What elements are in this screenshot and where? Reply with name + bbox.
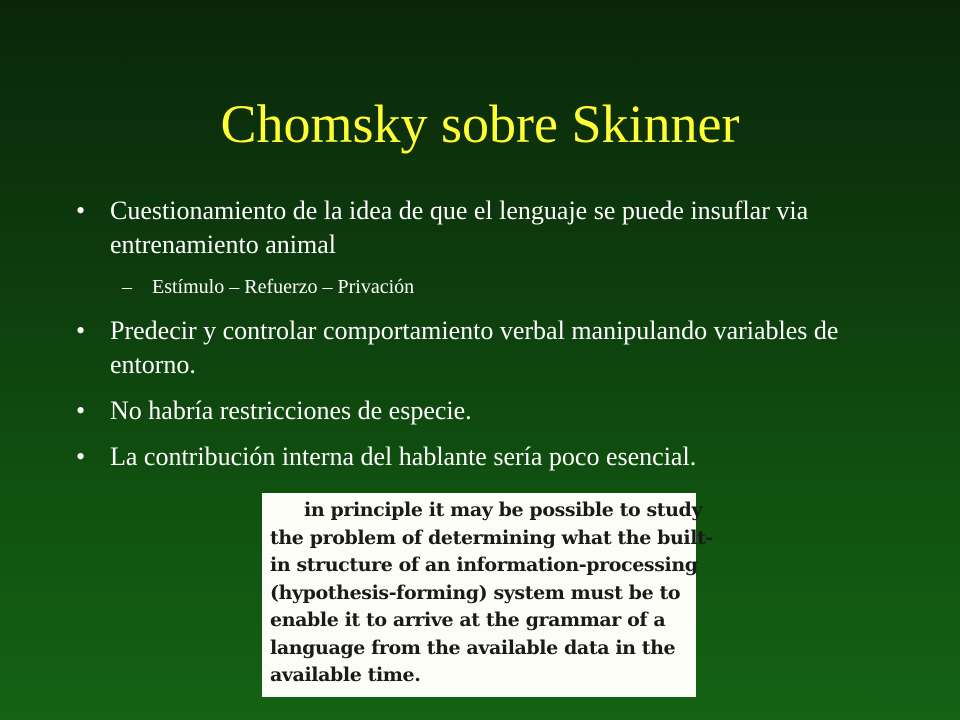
bullet-icon: • <box>76 396 86 425</box>
sub-bullet-item <box>72 274 872 300</box>
bullet-icon: • <box>76 316 86 345</box>
quote-line: enable it to arrive at the grammar of a <box>270 609 666 631</box>
quote-line: available time. <box>270 664 421 686</box>
bullet-text: Predecir y controlar comportamiento verbal manipulando variables de entorno. <box>110 316 839 379</box>
quote-image <box>262 493 713 697</box>
bullet-icon: • <box>76 196 86 225</box>
bullet-list <box>72 194 872 486</box>
quote-line: the problem of determining what the built- <box>270 526 713 549</box>
bullet-text: No habría restricciones de especie. <box>110 396 472 425</box>
bullet-item <box>72 194 872 262</box>
quote-line: language from the available data in the <box>270 636 676 659</box>
quote-line: (hypothesis-forming) system must be to <box>270 581 681 604</box>
bullet-text: La contribución interna del hablante sería poco esencial. <box>110 442 697 471</box>
dash-icon: – <box>122 276 132 298</box>
bullet-item <box>72 394 872 428</box>
bullet-item <box>72 314 872 382</box>
slide-title: Chomsky sobre Skinner <box>220 94 740 154</box>
sub-bullet-text: Estímulo – Refuerzo – Privación <box>152 276 415 298</box>
bullet-icon: • <box>76 442 86 471</box>
quote-line: in structure of an information-processing <box>270 554 698 576</box>
bullet-text: Cuestionamiento de la idea de que el lenguaje se puede insuflar via entrenamiento animal <box>110 196 809 259</box>
bullet-item <box>72 440 872 474</box>
quote-line: in principle it may be possible to study <box>304 499 703 521</box>
